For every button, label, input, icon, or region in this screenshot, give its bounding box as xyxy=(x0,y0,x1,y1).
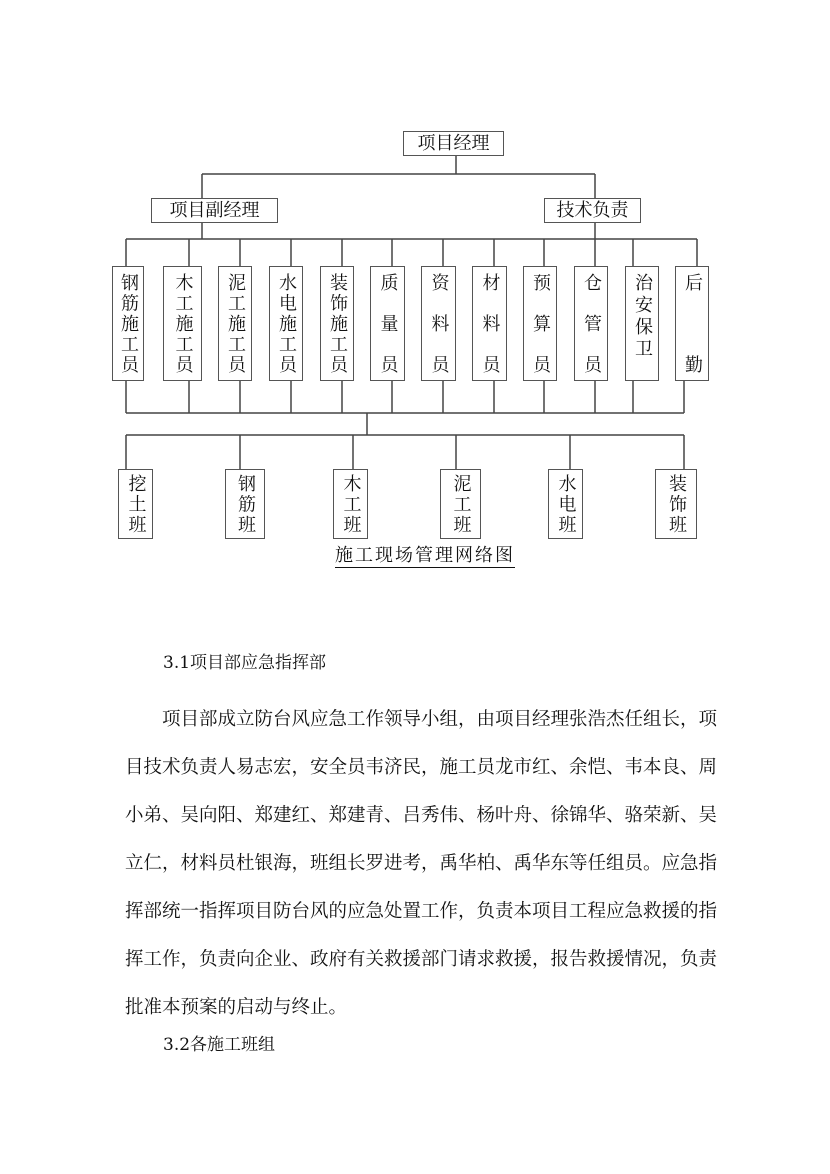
role-box-label: 预算员 xyxy=(530,273,551,373)
technical-lead-label: 技术负责 xyxy=(556,199,629,221)
role-box-label: 后勤 xyxy=(682,273,703,373)
team-box xyxy=(118,469,153,539)
team-box xyxy=(548,469,583,539)
section-heading-3-1: 3.1项目部应急指挥部 xyxy=(163,653,327,673)
team-box xyxy=(440,469,481,539)
section-paragraph xyxy=(125,696,805,1032)
team-box-label: 钢筋班 xyxy=(235,474,256,533)
chart-caption: 施工现场管理网络图 xyxy=(335,545,515,566)
paragraph-line: 项目部成立防台风应急工作领导小组，由项目经理张浩杰任组长，项 xyxy=(125,709,718,730)
role-box-label: 水电施工员 xyxy=(276,273,297,373)
paragraph-line: 挥部统一指挥项目防台风的应急处置工作，负责本项目工程应急救援的指 xyxy=(125,901,718,922)
role-box xyxy=(163,266,202,381)
project-manager-box xyxy=(403,131,504,156)
team-box xyxy=(655,469,697,539)
paragraph-line: 立仁，材料员杜银海，班组长罗进考，禹华柏、禹华东等任组员。应急指 xyxy=(125,853,718,874)
role-box xyxy=(370,266,405,381)
role-box xyxy=(269,266,303,381)
team-box xyxy=(225,469,265,539)
role-box xyxy=(523,266,557,381)
role-box-label: 泥工施工员 xyxy=(225,273,246,373)
role-box-label: 材料员 xyxy=(479,273,501,373)
team-box-label: 泥工班 xyxy=(450,474,472,533)
team-box xyxy=(333,469,368,539)
deputy-manager-label: 项目副经理 xyxy=(169,199,260,221)
role-box xyxy=(421,266,456,381)
role-box-label: 木工施工员 xyxy=(172,273,194,373)
role-box xyxy=(675,266,709,381)
role-box xyxy=(472,266,507,381)
role-box-label: 仓管员 xyxy=(581,273,602,373)
role-box xyxy=(320,266,354,381)
paragraph-line: 批准本预案的启动与终止。 xyxy=(125,997,348,1018)
role-box-label: 治安保卫 xyxy=(632,273,653,357)
technical-lead-box xyxy=(544,198,641,223)
role-box xyxy=(574,266,608,381)
deputy-manager-box xyxy=(151,198,278,223)
team-box-label: 木工班 xyxy=(340,474,362,533)
role-box-label: 装饰施工员 xyxy=(327,273,348,373)
role-box xyxy=(625,266,659,381)
team-box-label: 装饰班 xyxy=(666,474,687,533)
paragraph-line: 目技术负责人易志宏，安全员韦济民，施工员龙市红、余恺、韦本良、周 xyxy=(125,757,718,778)
project-manager-label: 项目经理 xyxy=(417,132,490,154)
paragraph-line: 小弟、吴向阳、郑建红、郑建青、吕秀伟、杨叶舟、徐锦华、骆荣新、吴 xyxy=(125,805,718,826)
role-box xyxy=(218,266,252,381)
section-heading-3-2: 3.2各施工班组 xyxy=(163,1035,276,1055)
team-box-label: 水电班 xyxy=(555,474,577,533)
paragraph-line: 挥工作，负责向企业、政府有关救援部门请求救援，报告救援情况，负责 xyxy=(125,949,718,970)
role-box xyxy=(112,266,144,381)
role-box-label: 质量员 xyxy=(377,273,399,373)
role-box-label: 钢筋施工员 xyxy=(118,273,139,373)
team-box-label: 挖土班 xyxy=(125,474,147,533)
role-box-label: 资料员 xyxy=(428,273,450,373)
